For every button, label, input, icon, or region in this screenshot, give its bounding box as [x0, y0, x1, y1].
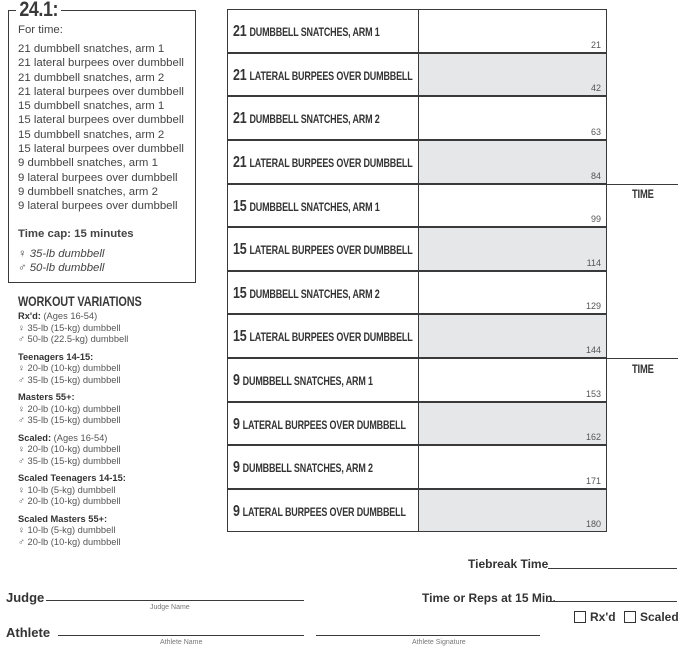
variation-group: [18, 352, 128, 387]
variation-group: [18, 392, 128, 427]
table-row: [227, 9, 607, 53]
movement-cell: [228, 359, 419, 401]
variation-name: Masters 55+:: [18, 392, 75, 402]
athlete-signature-caption: Athlete Signature: [412, 639, 466, 646]
workout-lines: [18, 42, 184, 214]
movement-cell: [228, 272, 419, 314]
score-cell[interactable]: [419, 272, 606, 314]
athlete-label: Athlete: [6, 625, 51, 640]
workout-line: 15 lateral burpees over dumbbell: [18, 114, 184, 127]
judge-name-field[interactable]: [46, 600, 304, 601]
table-row: [227, 489, 607, 533]
rep-count: 21: [233, 154, 247, 172]
time-reps-field[interactable]: [548, 601, 677, 602]
movement-name: DUMBBELL SNATCHES, ARM 1: [249, 27, 380, 40]
rep-count: 9: [233, 415, 240, 433]
table-row: [227, 358, 607, 402]
cumulative-reps: 63: [590, 127, 601, 138]
tiebreak-label: Tiebreak Time: [468, 557, 549, 571]
scaled-checkbox[interactable]: [624, 610, 679, 624]
table-row: [227, 184, 607, 228]
movement-cell: [228, 97, 419, 139]
time-divider-2: [607, 358, 678, 359]
rep-count: 21: [233, 110, 247, 128]
workout-title: 24.1:: [16, 0, 61, 22]
variation-male: ♂ 20-lb (10-kg) dumbbell: [18, 536, 121, 547]
workout-line: 9 dumbbell snatches, arm 2: [18, 185, 158, 198]
score-cell[interactable]: [419, 54, 606, 96]
rep-count: 15: [233, 284, 247, 302]
cumulative-reps: 21: [590, 39, 601, 50]
variations-title: WORKOUT VARIATIONS: [18, 293, 142, 309]
variation-female: ♀ 20-lb (10-kg) dumbbell: [18, 403, 121, 414]
table-row: [227, 445, 607, 489]
movement-name: DUMBBELL SNATCHES, ARM 2: [249, 114, 380, 127]
workout-line: 9 lateral burpees over dumbbell: [18, 171, 178, 184]
movement-cell: [228, 315, 419, 357]
variation-name: Scaled Masters 55+:: [18, 513, 108, 524]
score-cell[interactable]: [419, 315, 606, 357]
movement-cell: [228, 10, 419, 52]
movement-name: LATERAL BURPEES OVER DUMBBELL: [249, 158, 413, 171]
variation-group: [18, 473, 128, 508]
movement-name: LATERAL BURPEES OVER DUMBBELL: [249, 70, 413, 83]
score-cell[interactable]: [419, 403, 606, 445]
variation-female: ♀ 20-lb (10-kg) dumbbell: [18, 444, 121, 454]
cumulative-reps: 180: [585, 519, 601, 530]
workout-line: 15 lateral burpees over dumbbell: [18, 143, 184, 156]
cumulative-reps: 162: [585, 432, 601, 443]
athlete-name-caption: Athlete Name: [160, 639, 203, 646]
rxd-checkbox[interactable]: [574, 610, 616, 624]
workout-line: 21 dumbbell snatches, arm 1: [18, 43, 165, 55]
score-cell[interactable]: [419, 141, 606, 183]
workout-line: 21 lateral burpees over dumbbell: [18, 85, 184, 98]
variation-female: ♀ 10-lb (5-kg) dumbbell: [18, 484, 116, 495]
judge-name-caption: Judge Name: [150, 604, 190, 611]
rxd-label: Rx'd: [590, 610, 616, 624]
rep-count: 9: [233, 502, 240, 520]
variations-list: [18, 311, 128, 554]
score-cell[interactable]: [419, 446, 606, 488]
score-cell[interactable]: [419, 228, 606, 270]
rxd-checkbox-box[interactable]: [574, 611, 586, 623]
movement-name: DUMBBELL SNATCHES, ARM 2: [242, 463, 373, 476]
rep-count: 21: [233, 23, 247, 41]
rep-count: 15: [233, 328, 247, 346]
table-row: [227, 402, 607, 446]
movement-name: LATERAL BURPEES OVER DUMBBELL: [249, 245, 413, 258]
movement-cell: [228, 185, 419, 227]
time-reps-label: Time or Reps at 15 Min.: [422, 591, 556, 605]
rep-count: 9: [233, 372, 240, 390]
workout-line: 15 dumbbell snatches, arm 2: [18, 128, 165, 141]
workout-line: 21 dumbbell snatches, arm 2: [18, 71, 165, 84]
variation-name: Rx'd:: [18, 311, 41, 321]
score-cell[interactable]: [419, 185, 606, 227]
score-cell[interactable]: [419, 10, 606, 52]
variation-female: ♀ 10-lb (5-kg) dumbbell: [18, 525, 116, 535]
variation-note: (Ages 16-54): [51, 432, 108, 443]
rep-count: 9: [233, 459, 240, 477]
movement-cell: [228, 141, 419, 183]
time-cap: Time cap: 15 minutes: [18, 228, 134, 240]
workout-line: 21 lateral burpees over dumbbell: [18, 57, 184, 70]
table-row: [227, 96, 607, 140]
athlete-signature-field[interactable]: [316, 635, 540, 636]
table-row: [227, 140, 607, 184]
movement-name: DUMBBELL SNATCHES, ARM 1: [249, 201, 380, 214]
male-load: ♂ 50-lb dumbbell: [18, 262, 105, 274]
movement-name: LATERAL BURPEES OVER DUMBBELL: [249, 332, 413, 345]
variation-male: ♂ 35-lb (15-kg) dumbbell: [18, 415, 121, 425]
judge-label: Judge: [6, 590, 45, 605]
rep-count: 21: [233, 66, 247, 84]
variation-group: [18, 433, 128, 468]
scaled-checkbox-box[interactable]: [624, 611, 636, 623]
rep-count: 15: [233, 241, 247, 259]
workout-line: 15 dumbbell snatches, arm 1: [18, 100, 165, 113]
tiebreak-field[interactable]: [548, 568, 677, 569]
rep-count: 15: [233, 197, 247, 215]
cumulative-reps: 84: [590, 170, 601, 181]
variation-male: ♂ 50-lb (22.5-kg) dumbbell: [18, 334, 129, 344]
movement-name: DUMBBELL SNATCHES, ARM 2: [249, 288, 380, 301]
movement-name: LATERAL BURPEES OVER DUMBBELL: [242, 506, 406, 519]
cumulative-reps: 114: [586, 257, 601, 268]
female-load: ♀ 35-lb dumbbell: [18, 248, 105, 260]
table-row: [227, 271, 607, 315]
time-divider-1: [607, 184, 678, 185]
workout-line: 9 lateral burpees over dumbbell: [18, 200, 178, 213]
variation-name: Teenagers 14-15:: [18, 351, 94, 362]
variation-male: ♂ 35-lb (15-kg) dumbbell: [18, 374, 121, 385]
variation-name: Scaled Teenagers 14-15:: [18, 473, 126, 483]
movement-cell: [228, 54, 419, 96]
cumulative-reps: 42: [590, 83, 601, 94]
variation-group: [18, 514, 128, 549]
table-row: [227, 314, 607, 358]
workout-intro: For time:: [18, 24, 63, 36]
movement-cell: [228, 446, 419, 488]
scaled-label: Scaled: [640, 610, 679, 624]
score-cell[interactable]: [419, 97, 606, 139]
time-label-2: TIME: [632, 362, 654, 376]
movement-name: LATERAL BURPEES OVER DUMBBELL: [242, 419, 406, 432]
score-cell[interactable]: [419, 359, 606, 401]
variation-male: ♂ 35-lb (15-kg) dumbbell: [18, 455, 121, 466]
movement-cell: [228, 490, 419, 532]
cumulative-reps: 129: [585, 301, 601, 312]
table-row: [227, 53, 607, 97]
variation-name: Scaled:: [18, 432, 52, 443]
variation-note: (Ages 16-54): [40, 311, 98, 321]
cumulative-reps: 153: [585, 388, 601, 399]
movement-cell: [228, 228, 419, 270]
variation-female: ♀ 20-lb (10-kg) dumbbell: [18, 363, 121, 373]
movement-cell: [228, 403, 419, 445]
cumulative-reps: 144: [585, 345, 601, 356]
cumulative-reps: 171: [585, 475, 601, 486]
score-cell[interactable]: [419, 490, 606, 532]
athlete-name-field[interactable]: [58, 635, 304, 636]
table-row: [227, 227, 607, 271]
movement-name: DUMBBELL SNATCHES, ARM 1: [242, 376, 373, 389]
variation-group: [18, 311, 128, 346]
variation-male: ♂ 20-lb (10-kg) dumbbell: [18, 496, 121, 506]
variation-female: ♀ 35-lb (15-kg) dumbbell: [18, 322, 121, 333]
time-label-1: TIME: [632, 187, 654, 201]
cumulative-reps: 99: [590, 214, 601, 225]
workout-line: 9 dumbbell snatches, arm 1: [18, 157, 158, 170]
